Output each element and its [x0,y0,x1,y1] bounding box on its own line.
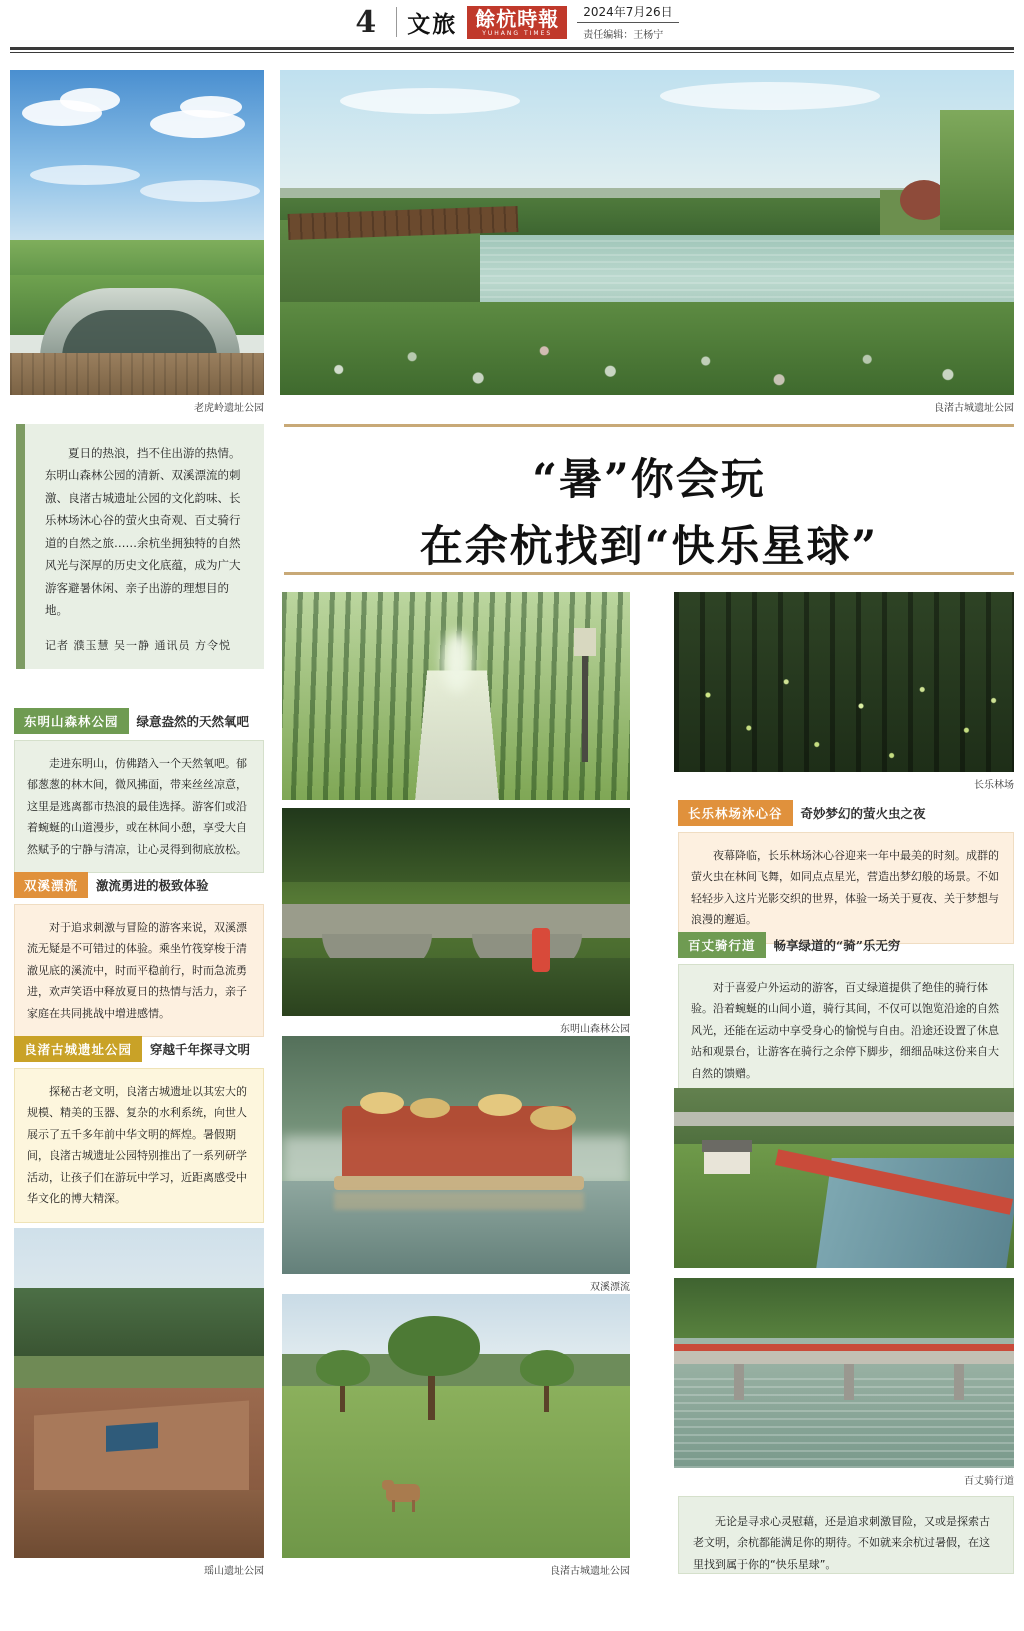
lead-text: 夏日的热浪，挡不住出游的热情。东明山森林公园的清新、双溪漂流的刺激、良渚古城遗址公园的文化韵味、长乐林场沐心谷的萤火虫奇观、百丈骑行道的自然之旅……余杭坐拥独特的自然风光与深厚的历史文化底蕴，成为广大游客避暑休闲、亲子出游的理想目的地。 [45,446,241,617]
photo-baizhang-bridge [674,1278,1014,1468]
editor-credit: 责任编辑：王杨宁 [583,30,664,41]
publication-date: 2024年7月26日 [577,3,678,23]
headline-line-2: 在余杭找到“快乐星球” [419,522,879,572]
closing-paragraph: 无论是寻求心灵慰藉，还是追求刺激冒险，又或是探索古老文明，余杭都能满足你的期待。不如就来余杭过暑假，在这里找到属于你的“快乐星球”。 [678,1496,1014,1574]
section-subtitle: 绿意盎然的天然氧吧 [136,714,250,729]
section-tag: 百丈骑行道 [678,932,766,958]
section-subtitle: 奇妙梦幻的萤火虫之夜 [800,806,926,821]
lead-byline: 记者 濮玉慧 吴一静 通讯员 方令悦 [45,639,231,653]
section-card-dongmingshan [14,708,264,873]
section-tag: 良渚古城遗址公园 [14,1036,142,1062]
caption-baizhang: 百丈骑行道 [964,1476,1014,1487]
lead-paragraph [25,424,264,669]
section-body: 夜幕降临，长乐林场沐心谷迎来一年中最美的时刻。成群的萤火虫在林间飞舞，如同点点星光，营造出梦幻般的场景。不如轻轻步入这片光影交织的世界，体验一场关于夏夜、关于梦想与浪漫的邂逅。 [678,832,1014,944]
masthead-divider [396,7,397,37]
photo-bamboo-path [282,592,630,800]
lead-accent-bar [16,424,25,669]
headline-rule-top [284,424,1014,427]
section-body: 走进东明山，仿佛踏入一个天然氧吧。郁郁葱葱的林木间，微风拂面，带来丝丝凉意，这里是逃离都市热浪的最佳选择。游客们或沿着蜿蜒的山道漫步，或在林间小憩，享受大自然赋予的宁静与清凉，让心灵得到彻底放松。 [14,740,264,873]
section-body: 对于喜爱户外运动的游客，百丈绿道提供了绝佳的骑行体验。沿着蜿蜒的山间小道，骑行其间，不仅可以饱览沿途的自然风光，还能在运动中享受身心的愉悦与自由。沿途还设置了休息站和观景台，让游客在骑行之余停下脚步，细细品味这份来自大自然的馈赠。 [678,964,1014,1097]
section-body: 对于追求刺激与冒险的游客来说，双溪漂流无疑是不可错过的体验。乘坐竹筏穿梭于清澈见底的溪流中，时而平稳前行，时而急流勇进，欢声笑语中释放夏日的热情与活力，亲子家庭在共同挑战中增进感情。 [14,904,264,1037]
section-title: 文旅 [407,11,458,38]
caption-yaoshan: 瑶山遗址公园 [204,1566,264,1577]
section-tag: 东明山森林公园 [14,708,129,734]
section-tag: 长乐林场沐心谷 [678,800,793,826]
photo-shuangxi-rafting [282,1036,630,1274]
section-subtitle: 穿越千年探寻文明 [150,1042,251,1057]
section-card-baizhang [678,932,1014,1097]
headline-line-1: “暑”你会玩 [532,455,766,505]
photo-yaoshan [14,1228,264,1558]
section-body: 探秘古老文明，良渚古城遗址以其宏大的规模、精美的玉器、复杂的水利系统，向世人展示了五千多年前中华文明的辉煌。暑假期间，良渚古城遗址公园特别推出了一系列研学活动，让孩子们在游玩中学习，近距离感受中华文化的博大精深。 [14,1068,264,1223]
photo-changle-fireflies [674,592,1014,772]
logo-english: YUHANG TIMES [482,29,553,37]
newspaper-logo [467,6,567,39]
caption-liangzhu-top: 良渚古城遗址公园 [934,403,1014,414]
caption-shuangxi: 双溪漂流 [590,1282,630,1293]
section-card-changle [678,800,1014,944]
caption-changle: 长乐林场 [974,780,1014,791]
photo-liangzhu-top [280,70,1014,395]
section-subtitle: 激流勇进的极致体验 [96,878,209,893]
caption-laohuling: 老虎岭遗址公园 [194,403,264,414]
page-number: 4 [355,4,377,40]
caption-liangzhu-bottom: 良渚古城遗址公园 [550,1566,630,1577]
section-subtitle: 畅享绿道的“骑”乐无穷 [773,938,901,953]
section-card-shuangxi [14,872,264,1037]
headline-rule-bottom [284,572,1014,575]
section-tag: 双溪漂流 [14,872,88,898]
masthead-rule [10,47,1014,50]
masthead [0,0,1024,50]
masthead-rule-thin [10,52,1014,53]
caption-dongmingshan: 东明山森林公园 [560,1024,630,1035]
logo-chinese: 餘杭時報 [475,6,560,31]
photo-dongmingshan-bridge [282,808,630,1016]
section-card-liangzhu [14,1036,264,1223]
photo-liangzhu-deer [282,1294,630,1558]
photo-laohuling [10,70,264,395]
photo-baizhang-valley [674,1088,1014,1268]
headline [284,446,1014,574]
